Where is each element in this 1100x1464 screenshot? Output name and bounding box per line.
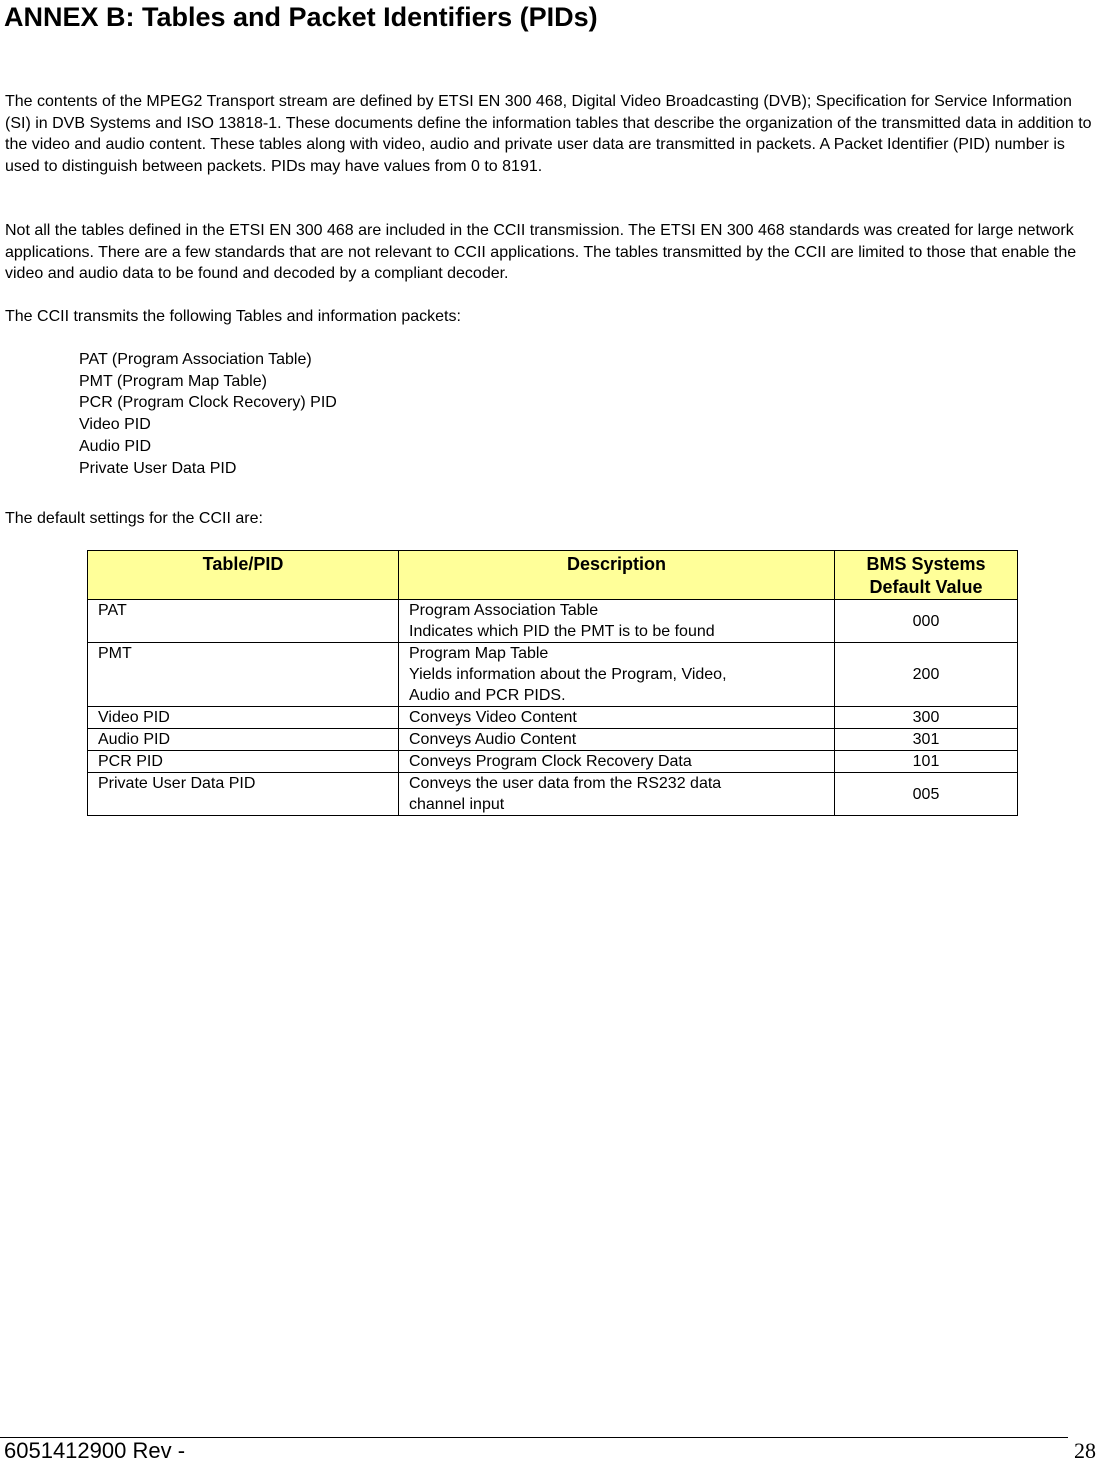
cell-default-value: 300 (835, 707, 1018, 729)
header-table-pid: Table/PID (88, 551, 399, 600)
cell-table-pid: PMT (88, 643, 399, 707)
list-item: Private User Data PID (79, 459, 237, 477)
intro-paragraph: The contents of the MPEG2 Transport stream are defined by ETSI EN 300 468, Digital Video Broadcasting (DVB); Specification for Service Information (SI) in DVB Systems and ISO 13818-1. These documents define the information tables that describe the organization of the transmitted data in addition to the video and audio content. These tables along with video, audio and private user data are transmitted in packets. A Packet Identifier (PID) number is used to distinguish between packets. PIDs may have values from 0 to 8191. (5, 93, 1092, 175)
cell-table-pid: PAT (88, 600, 399, 643)
list-item: PAT (Program Association Table) (79, 351, 312, 368)
cell-default-value: 000 (835, 600, 1018, 643)
table-row (88, 643, 1018, 707)
cell-table-pid: PCR PID (88, 751, 399, 773)
cell-default-value: 200 (835, 643, 1018, 707)
description-line: Conveys Program Clock Recovery Data (409, 753, 692, 770)
table-row (88, 773, 1018, 816)
page-title: ANNEX B: Tables and Packet Identifiers (PIDs) (4, 2, 598, 32)
description-line: Conveys the user data from the RS232 data (409, 775, 722, 792)
description-line: Conveys Audio Content (409, 731, 577, 748)
cell-default-value: 101 (835, 751, 1018, 773)
description-line: channel input (409, 796, 505, 813)
cell-description (399, 729, 835, 751)
table-row (88, 751, 1018, 773)
header-default-value (835, 551, 1018, 600)
cell-table-pid: Private User Data PID (88, 773, 399, 816)
table-header-row (88, 551, 1018, 600)
table-row (88, 707, 1018, 729)
cell-default-value: 301 (835, 729, 1018, 751)
cell-description (399, 600, 835, 643)
table-row (88, 600, 1018, 643)
list-item: Video PID (79, 416, 151, 434)
description-line: Conveys Video Content (409, 709, 577, 726)
description-line: Program Map Table (409, 645, 549, 662)
footer-page-number: 28 (1074, 1438, 1096, 1463)
description-line: Indicates which PID the PMT is to be found (409, 623, 715, 640)
description-line: Program Association Table (409, 602, 599, 619)
header-default-line: BMS Systems (866, 554, 986, 574)
header-description: Description (399, 551, 835, 600)
list-intro-paragraph: The CCII transmits the following Tables and information packets: (5, 308, 461, 325)
cell-description (399, 707, 835, 729)
list-item: PCR (Program Clock Recovery) PID (79, 394, 337, 412)
description-line: Audio and PCR PIDS. (409, 687, 566, 704)
pid-defaults-table (87, 550, 1018, 816)
cell-description (399, 751, 835, 773)
cell-table-pid: Audio PID (88, 729, 399, 751)
description-line: Yields information about the Program, Video, (409, 666, 727, 683)
list-item: Audio PID (79, 437, 152, 455)
cell-table-pid: Video PID (88, 707, 399, 729)
footer-doc-number: 6051412900 Rev - (4, 1438, 186, 1463)
header-default-line: Default Value (869, 577, 983, 597)
cell-description (399, 773, 835, 816)
defaults-intro-paragraph: The default settings for the CCII are: (5, 510, 263, 527)
scope-paragraph: Not all the tables defined in the ETSI EN 300 468 are included in the CCII transmission. The ETSI EN 300 468 standards was created for large network applications. There are a few standards that are not relevant to CCII applications. The tables transmitted by the CCII are limited to those that enable the video and audio data to be found and decoded by a compliant decoder. (5, 222, 1077, 282)
table-row (88, 729, 1018, 751)
cell-description (399, 643, 835, 707)
list-item: PMT (Program Map Table) (79, 372, 267, 390)
cell-default-value: 005 (835, 773, 1018, 816)
transmitted-items-list (79, 349, 337, 479)
